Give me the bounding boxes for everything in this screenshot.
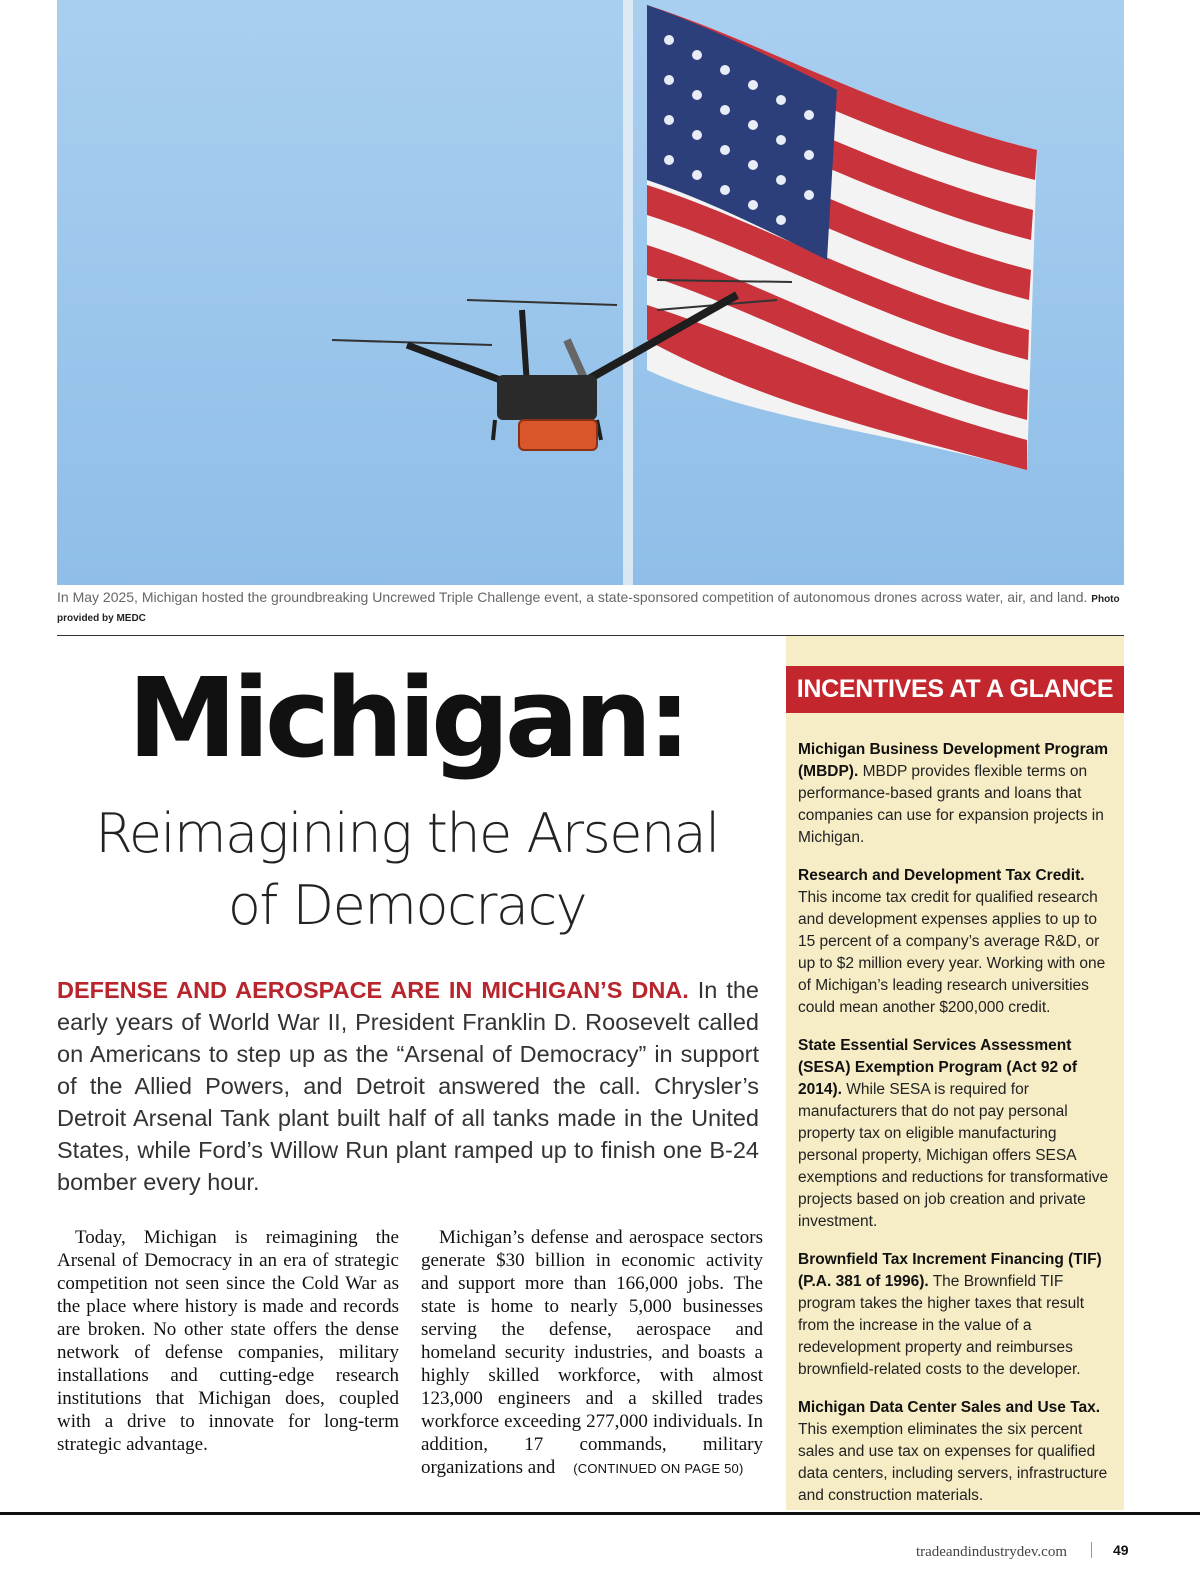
continued-note: (CONTINUED ON PAGE 50) [573, 1461, 744, 1476]
page-number: 49 [1113, 1542, 1129, 1558]
incentive-name: Michigan Business Development Program (MBDP). [798, 741, 1109, 780]
incentive-text: This exemption eliminates the six percent sales and use tax on expenses for qualified data centers, including servers, infrastructure and construction materials. [798, 1421, 1108, 1504]
incentives-list [798, 739, 1116, 1523]
sidebar-title: INCENTIVES AT A GLANCE [786, 666, 1124, 713]
article-subtitle [57, 798, 757, 942]
article-title: Michigan: [127, 654, 687, 782]
footer-website: tradeandindustrydev.com [915, 1544, 1067, 1560]
lede-text: In the early years of World War II, President Franklin D. Roosevelt called on Americans to step up as the “Arsenal of Democracy” in support of the Allied Powers, and Detroit answered the call. Chrysler’s Detroit Arsenal Tank plant built half of all tanks made in the United States, while Ford’s Willow Run plant ramped up to finish one B-24 bomber every hour. [57, 977, 760, 1195]
caption-text: In May 2025, Michigan hosted the groundbreaking Uncrewed Triple Challenge event, a state-sponsored competition of autonomous drones across water, air, and land. [57, 589, 1088, 605]
photo-credit: Photo provided by MEDC [57, 594, 1120, 624]
incentive-item [798, 1249, 1116, 1381]
incentive-text: While SESA is required for manufacturers that do not pay personal property tax on eligible manufacturing personal property, Michigan offers SESA exemptions and reductions for transformative projects based on job creation and private investment. [798, 1081, 1109, 1230]
incentive-name: State Essential Services Assessment (SESA) Exemption Program (Act 92 of 2014). [798, 1037, 1078, 1098]
incentive-item [798, 865, 1116, 1019]
incentives-sidebar [786, 636, 1124, 1510]
incentive-item [798, 1397, 1116, 1507]
incentive-item [798, 1035, 1116, 1233]
subtitle-line-2: of Democracy [227, 874, 587, 937]
body-column-2 [421, 1226, 763, 1480]
incentive-name: Research and Development Tax Credit. [798, 867, 1085, 884]
subtitle-line-1: Reimagining the Arsenal [95, 802, 719, 865]
lede-kicker: DEFENSE AND AEROSPACE ARE IN MICHIGAN’S DNA. [57, 977, 689, 1003]
photo-caption [57, 589, 1124, 627]
footer-separator [1091, 1542, 1092, 1558]
incentive-text: The Brownfield TIF program takes the higher taxes that result from the increase in the value of a redevelopment property and reimburses brownfield-related costs to the developer. [798, 1273, 1085, 1378]
incentive-item [798, 739, 1116, 849]
incentive-text: This income tax credit for qualified research and development expenses applies to up to 15 percent of a company’s average R&D, or up to $2 million every year. Working with one of Michigan’s leading research universities could mean another $200,000 credit. [798, 889, 1106, 1016]
divider-bottom [0, 1512, 1200, 1515]
incentive-name: Brownfield Tax Increment Financing (TIF) (P.A. 381 of 1996). [798, 1251, 1102, 1290]
body-column-1: Today, Michigan is reimagining the Arsenal of Democracy in an era of strategic competition not seen since the Cold War as the place where history is made and records are broken. No other state offers the dense network of defense companies, military installations and cutting-edge research institutions that Michigan does, coupled with a drive to innovate for long-term strategic advantage. [57, 1227, 399, 1455]
lede-paragraph [57, 974, 759, 1198]
incentive-text: MBDP provides flexible terms on performance-based grants and loans that companies can use for expansion projects in Michigan. [798, 763, 1104, 846]
hero-photo-drone-and-flag [57, 0, 1124, 585]
incentive-name: Michigan Data Center Sales and Use Tax. [798, 1399, 1101, 1416]
body-column-2-text: Michigan’s defense and aerospace sectors generate $30 billion in economic activity and support more than 166,000 jobs. The state is home to nearly 5,000 businesses serving the defense, aerospace and homeland security industries, and boasts a highly skilled workforce, with almost 123,000 engineers and a skilled trades workforce exceeding 277,000 individuals. In addition, 17 commands, military organizations and [421, 1227, 763, 1478]
